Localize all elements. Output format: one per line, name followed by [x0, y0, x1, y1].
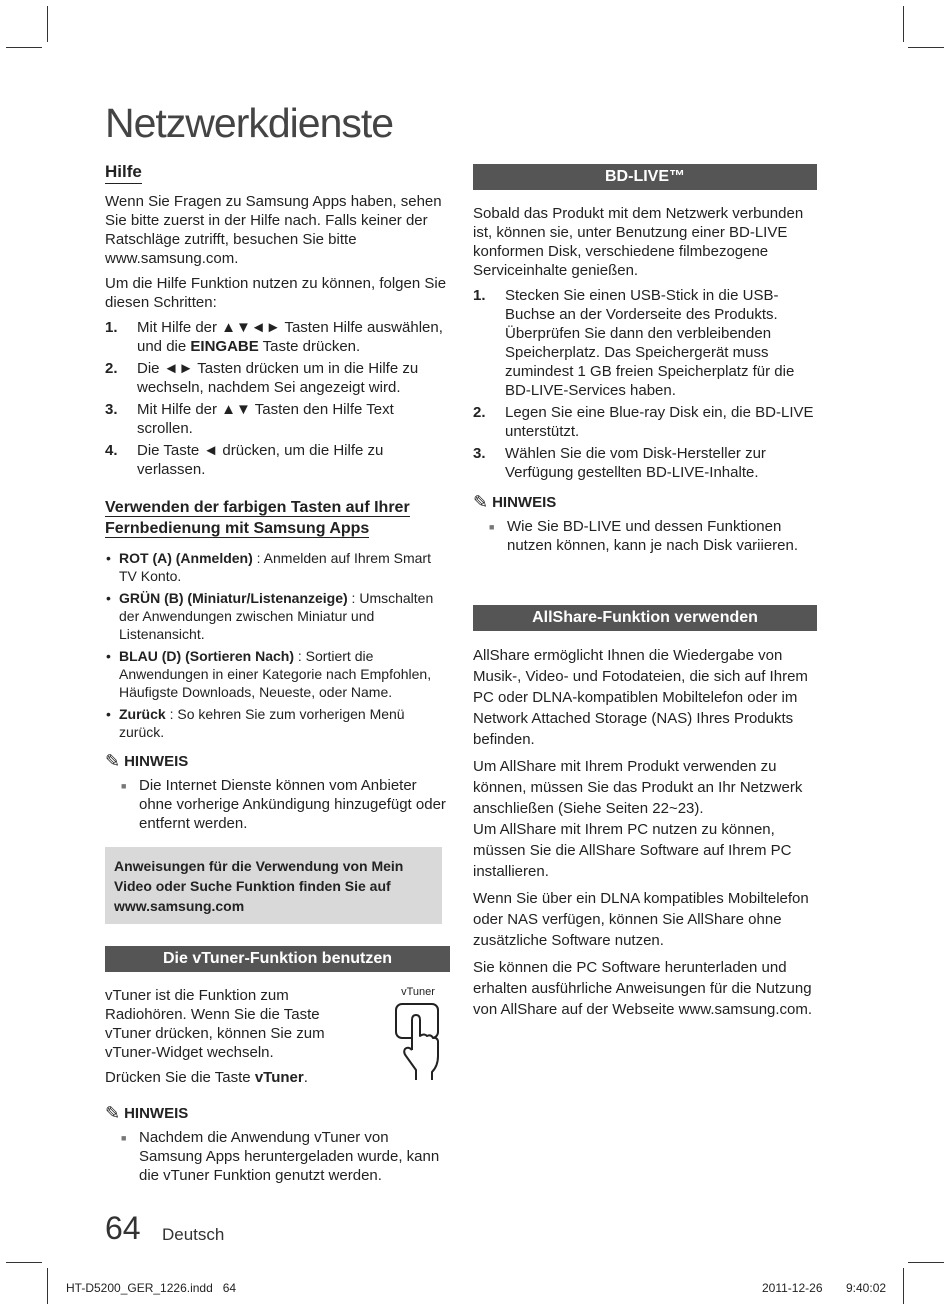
step-item	[105, 441, 450, 479]
footer-date: 2011-12-26	[762, 1281, 823, 1295]
note-item: ■ Nachdem die Anwendung vTuner von Samsung Apps heruntergeladen wurde, kann die vTuner Funktion genutzt werden.	[105, 1128, 450, 1185]
vtuner-key: vTuner	[254, 1069, 304, 1086]
key-description: : Sortiert die Anwendungen in einer Kategorie nach Empfohlen, Häufigste Downloads, Neueste, oder Name.	[119, 648, 432, 700]
step-item	[473, 286, 818, 400]
bdlive-steps	[473, 286, 818, 482]
note-label: HINWEIS	[124, 753, 189, 770]
key-name: GRÜN (B) (Miniatur/Listenanzeige)	[119, 590, 348, 606]
vtuner-text-part: Drücken Sie die Taste	[105, 1069, 255, 1086]
note-label: HINWEIS	[124, 1105, 189, 1122]
footer-time: 9:40:02	[846, 1281, 887, 1295]
step-text: Taste drücken.	[258, 338, 361, 355]
key-description: : So kehren Sie zum vorherigen Menü zurück.	[119, 706, 405, 740]
crop-mark	[908, 47, 944, 48]
note-list	[105, 1128, 450, 1185]
list-item	[105, 705, 450, 741]
step-number: 3.	[473, 445, 486, 462]
step-number: 3.	[105, 401, 118, 418]
allshare-paragraph: Wenn Sie über ein DLNA kompatibles Mobiltelefon oder NAS verfügen, können Sie AllShare ohne zusätzliche Software nutzen.	[473, 890, 809, 949]
crop-mark	[908, 1262, 944, 1263]
step-number: 2.	[473, 404, 486, 421]
step-number: 2.	[105, 360, 118, 377]
pencil-icon: ✎	[105, 1103, 121, 1123]
crop-mark	[6, 1262, 42, 1263]
note-list	[105, 776, 450, 833]
hilfe-paragraph: Um die Hilfe Funktion nutzen zu können, folgen Sie diesen Schritten:	[105, 275, 447, 311]
hilfe-heading: Hilfe	[105, 162, 142, 184]
step-item	[473, 444, 818, 482]
vtuner-paragraph	[105, 1068, 365, 1087]
page-number: 64	[105, 1210, 141, 1246]
key-description: : Umschalten der Anwendungen zwischen Miniatur und Listenansicht.	[119, 590, 434, 642]
step-item	[473, 403, 818, 441]
hilfe-steps	[105, 318, 450, 479]
note-item: ■ Die Internet Dienste können vom Anbieter ohne vorherige Ankündigung hinzugefügt oder entfernt werden.	[105, 776, 450, 833]
note-heading	[473, 492, 818, 513]
list-item	[105, 589, 450, 643]
allshare-paragraph: Sie können die PC Software herunterladen und erhalten ausführliche Anweisungen für die Nutzung von AllShare auf der Webseite www.samsung.com.	[473, 959, 813, 1018]
step-text: Legen Sie eine Blue-ray Disk ein, die BD-LIVE unterstützt.	[505, 404, 814, 440]
note-label: HINWEIS	[492, 494, 557, 511]
list-item	[105, 647, 450, 701]
step-text: Mit Hilfe der ▲▼ Tasten den Hilfe Text scrollen.	[137, 401, 394, 437]
crop-mark	[903, 1268, 904, 1304]
step-text: Die ◄► Tasten drücken um in die Hilfe zu wechseln, nachdem Sei angezeigt wird.	[137, 360, 419, 396]
vtuner-paragraph: vTuner ist die Funktion zum Radiohören. Wenn Sie die Taste vTuner drücken, können Sie zum vTuner-Widget wechseln.	[105, 987, 325, 1061]
step-key: EINGABE	[190, 338, 259, 355]
vtuner-text	[105, 986, 365, 1093]
step-item	[105, 400, 450, 438]
info-box: Anweisungen für die Verwendung von Mein Video oder Suche Funktion finden Sie auf www.samsung.com	[105, 847, 442, 924]
color-keys-list	[105, 549, 450, 741]
right-column	[473, 160, 818, 1026]
left-column	[105, 160, 450, 1193]
crop-mark	[903, 6, 904, 42]
step-text: Stecken Sie einen USB-Stick in die USB-Buchse an der Vorderseite des Produkts. Überprüfen Sie dann den verbleibenden Speicherplatz. Das Speichergerät muss zumindest 1 GB freien Speicherplatz für die BD-LIVE-Services haben.	[505, 287, 795, 399]
key-name: Zurück	[119, 706, 166, 722]
allshare-section-bar: AllShare-Funktion verwenden	[473, 605, 817, 631]
vtuner-section-bar: Die vTuner-Funktion benutzen	[105, 946, 450, 972]
finger-press-icon	[390, 1000, 446, 1080]
page-language: Deutsch	[162, 1225, 225, 1244]
vtuner-text-part: .	[303, 1069, 308, 1086]
step-number: 1.	[105, 319, 118, 336]
note-heading	[105, 751, 450, 772]
allshare-paragraph: Um AllShare mit Ihrem PC nutzen zu können, müssen Sie die AllShare Software auf Ihrem PC installieren.	[473, 821, 792, 880]
note-list	[473, 517, 818, 555]
note-heading	[105, 1103, 450, 1124]
page-title: Netzwerkdienste	[105, 100, 394, 146]
bdlive-section-bar: BD-LIVE™	[473, 164, 817, 190]
vtuner-intro	[105, 986, 450, 1093]
step-item	[105, 318, 450, 356]
pencil-icon: ✎	[105, 751, 121, 771]
step-text: Die Taste ◄ drücken, um die Hilfe zu verlassen.	[137, 442, 384, 478]
step-item	[105, 359, 450, 397]
step-number: 4.	[105, 442, 118, 459]
footer-filename: HT-D5200_GER_1226.indd 64	[66, 1281, 237, 1295]
farbtasten-heading	[105, 497, 450, 539]
key-description: : Anmelden auf Ihrem Smart TV Konto.	[119, 550, 431, 584]
step-text: Wählen Sie die vom Disk-Hersteller zur Verfügung gestellten BD-LIVE-Inhalte.	[505, 445, 766, 481]
list-item	[105, 549, 450, 585]
vtuner-icon-label: vTuner	[401, 986, 435, 998]
key-name: ROT (A) (Anmelden)	[119, 550, 253, 566]
allshare-paragraph: AllShare ermöglicht Ihnen die Wiedergabe von Musik-, Video- und Fotodateien, die sich auf Ihrem PC oder DLNA-kompatiblen Mobiltelefon oder im Network Attached Storage (NAS) Ihres Produkts befinden.	[473, 647, 808, 748]
note-item: ■ Wie Sie BD-LIVE und dessen Funktionen nutzen können, kann je nach Disk variieren.	[473, 517, 818, 555]
bdlive-paragraph: Sobald das Produkt mit dem Netzwerk verbunden ist, können sie, unter Benutzung einer BD-LIVE konformen Disk, verschiedene filmbezogene Serviceinhalte genießen.	[473, 205, 804, 279]
pencil-icon: ✎	[473, 492, 489, 512]
vtuner-button-illustration	[386, 986, 450, 1093]
hilfe-paragraph: Wenn Sie Fragen zu Samsung Apps haben, sehen Sie bitte zuerst in der Hilfe nach. Falls keiner der Ratschläge zutrifft, besuchen Sie bitte www.samsung.com.	[105, 193, 442, 267]
step-number: 1.	[473, 287, 486, 304]
step-text: Mit Hilfe der ▲▼◄► Tasten Hilfe auswählen, und die	[137, 319, 443, 355]
key-name: BLAU (D) (Sortieren Nach)	[119, 648, 295, 664]
crop-mark	[6, 47, 42, 48]
farbtasten-heading-text: Verwenden der farbigen Tasten auf Ihrer Fernbedienung mit Samsung Apps	[105, 499, 410, 537]
crop-mark	[47, 6, 48, 42]
allshare-paragraph: Um AllShare mit Ihrem Produkt verwenden zu können, müssen Sie das Produkt an Ihr Netzwerk anschließen (Siehe Seiten 22~23).	[473, 758, 803, 817]
crop-mark	[47, 1268, 48, 1304]
